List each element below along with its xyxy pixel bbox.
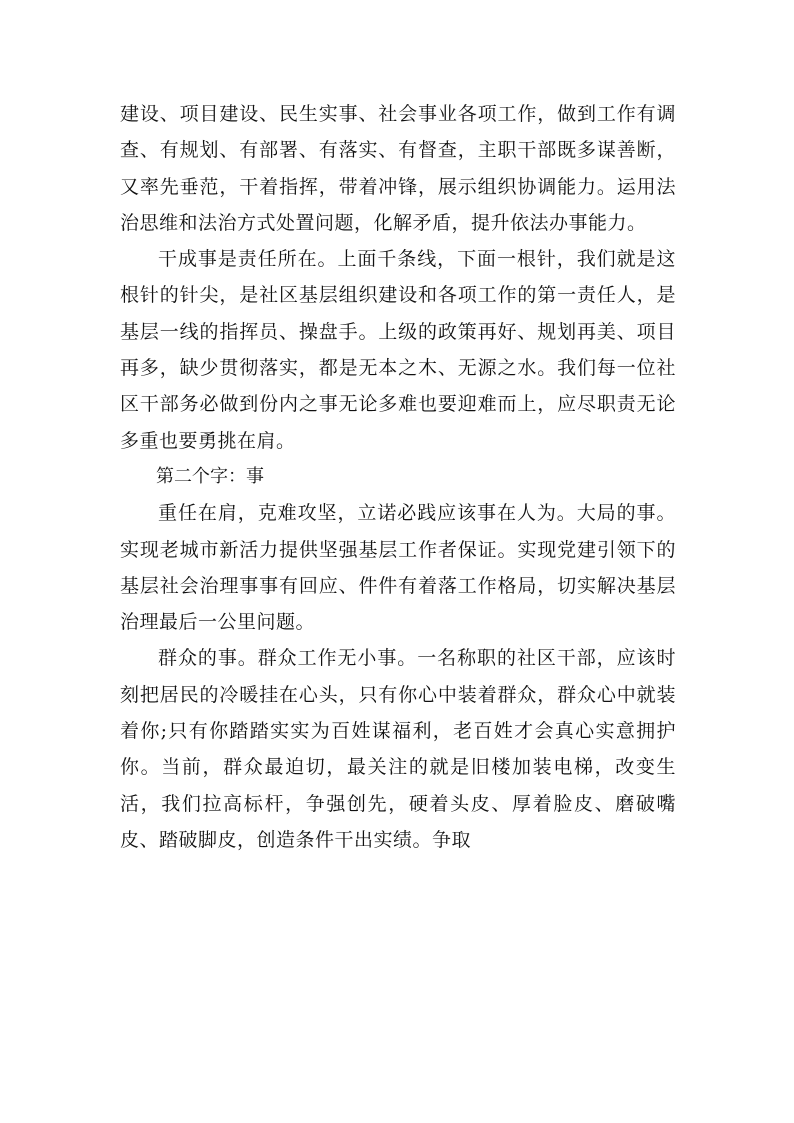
- section-heading: 第二个字：事: [156, 465, 264, 487]
- paragraph-continuation: 建设、项目建设、民生实事、社会事业各项工作，做到工作有调查、有规划、有部署、有落实、有督查，主职干部既多谋善断，又率先垂范，干着指挥，带着冲锋，展示组织协调能力。运用法治思维和法治方式处置问题，化解矛盾，提升依法办事能力。: [120, 103, 676, 234]
- paragraph-big-picture: 重任在肩，克难攻坚，立诺必践应该事在人为。大局的事。实现老城市新活力提供坚强基层工作者保证。实现党建引领下的基层社会治理事事有回应、件件有着落工作格局，切实解决基层治理最后一公里问题。: [120, 502, 676, 634]
- paragraph-responsibility: 干成事是责任所在。上面千条线，下面一根针，我们就是这根针的针尖，是社区基层组织建设和各项工作的第一责任人，是基层一线的指挥员、操盘手。上级的政策再好、规划再美、项目再多，缺少贯彻落实，都是无本之木、无源之水。我们每一位社区干部务必做到份内之事无论多难也要迎难而上，应尽职责无论多重也要勇挑在肩。: [120, 248, 676, 452]
- paragraph-masses: 群众的事。群众工作无小事。一名称职的社区干部，应该时刻把居民的冷暖挂在心头，只有你心中装着群众，群众心中就装着你;只有你踏踏实实为百姓谋福利，老百姓才会真心实意拥护你。当前，群众最迫切，最关注的就是旧楼加装电梯，改变生活，我们拉高标杆，争强创先，硬着头皮、厚着脸皮、磨破嘴皮、踏破脚皮，创造条件干出实绩。争取: [120, 647, 676, 851]
- document-page: [120, 96, 676, 858]
